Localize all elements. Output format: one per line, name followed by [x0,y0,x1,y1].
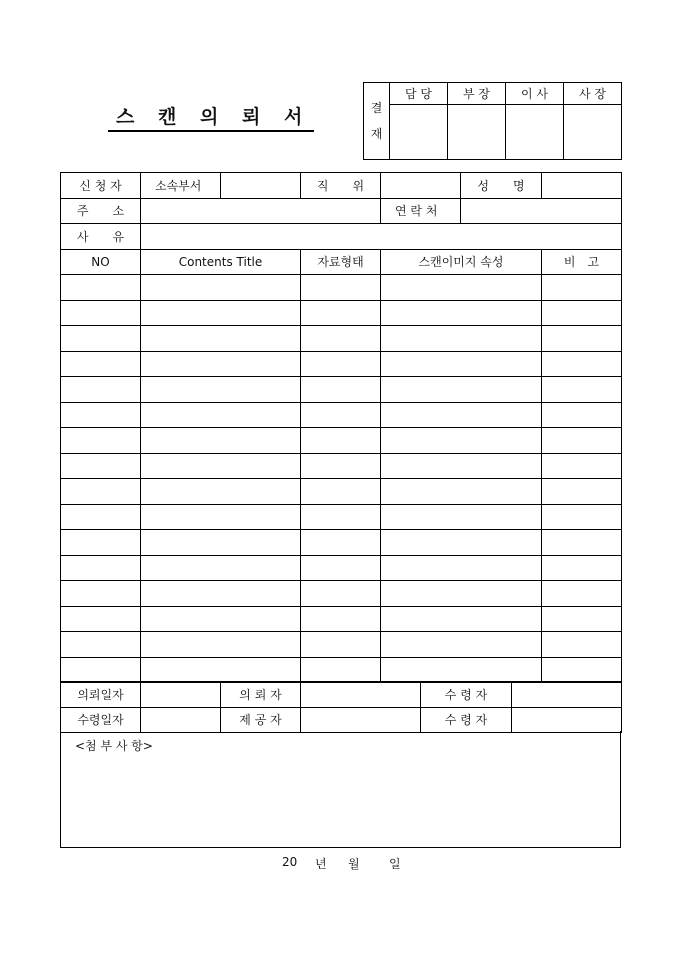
table-row [61,657,622,683]
col-header-material-type: 자료형태 [301,249,381,275]
approval-header-manager: 부 장 [448,83,506,105]
row-remarks-cell[interactable] [542,453,622,479]
row-no-cell[interactable] [61,632,141,658]
approval-label [364,83,390,160]
row-no-cell[interactable] [61,377,141,403]
data-rows [61,275,622,683]
row-remarks-cell[interactable] [542,326,622,352]
row-no-cell[interactable] [61,428,141,454]
row-scan-cell[interactable] [381,300,542,326]
row-type-cell[interactable] [301,453,381,479]
title-char: 뢰 [242,106,261,128]
title-char: 의 [200,106,219,128]
row-scan-cell[interactable] [381,402,542,428]
approval-label-bottom: 재 [370,127,383,141]
table-row [61,300,622,326]
date-month-suffix: 월 [348,857,360,871]
approval-header-president: 사 장 [564,83,622,105]
row-title-cell[interactable] [141,377,301,403]
footer-table [60,681,622,733]
row-scan-cell[interactable] [381,275,542,301]
row-remarks-cell[interactable] [542,581,622,607]
row-remarks-cell[interactable] [542,606,622,632]
row-no-cell[interactable] [61,555,141,581]
approval-header-staff: 담 당 [390,83,448,105]
position-label: 직 위 [301,173,381,199]
row-no-cell[interactable] [61,402,141,428]
row-title-cell[interactable] [141,606,301,632]
row-scan-cell[interactable] [381,632,542,658]
receive-date-field[interactable] [141,707,221,733]
row-type-cell[interactable] [301,402,381,428]
row-type-cell[interactable] [301,300,381,326]
approval-sign-staff[interactable] [390,105,448,160]
col-header-no: NO [61,249,141,275]
row-type-cell[interactable] [301,632,381,658]
row-type-cell[interactable] [301,530,381,556]
row-no-cell[interactable] [61,275,141,301]
name-field[interactable] [542,173,622,199]
position-field[interactable] [381,173,461,199]
table-row [61,530,622,556]
table-row [61,428,622,454]
approval-header-director: 이 사 [506,83,564,105]
contact-label: 연 락 처 [381,198,461,224]
requester-label: 의 뢰 자 [221,682,301,708]
row-scan-cell[interactable] [381,530,542,556]
row-scan-cell[interactable] [381,555,542,581]
row-remarks-cell[interactable] [542,300,622,326]
table-row [61,581,622,607]
row-title-cell[interactable] [141,402,301,428]
row-type-cell[interactable] [301,479,381,505]
row-title-cell[interactable] [141,351,301,377]
row-scan-cell[interactable] [381,326,542,352]
row-type-cell[interactable] [301,428,381,454]
request-date-label: 의뢰일자 [61,682,141,708]
approval-box [363,82,622,160]
row-no-cell[interactable] [61,326,141,352]
contact-field[interactable] [461,198,622,224]
title-char: 서 [284,106,303,128]
row-type-cell[interactable] [301,504,381,530]
table-row [61,453,622,479]
approval-sign-president[interactable] [564,105,622,160]
row-no-cell[interactable] [61,581,141,607]
table-row [61,351,622,377]
row-scan-cell[interactable] [381,479,542,505]
request-date-field[interactable] [141,682,221,708]
table-row [61,275,622,301]
row-no-cell[interactable] [61,479,141,505]
row-scan-cell[interactable] [381,453,542,479]
receiver-label-1: 수 령 자 [421,682,512,708]
row-remarks-cell[interactable] [542,632,622,658]
row-type-cell[interactable] [301,555,381,581]
row-title-cell[interactable] [141,275,301,301]
row-remarks-cell[interactable] [542,479,622,505]
row-scan-cell[interactable] [381,504,542,530]
row-scan-cell[interactable] [381,606,542,632]
row-title-cell[interactable] [141,479,301,505]
row-title-cell[interactable] [141,453,301,479]
row-no-cell[interactable] [61,530,141,556]
receive-date-label: 수령일자 [61,707,141,733]
row-scan-cell[interactable] [381,377,542,403]
table-row [61,504,622,530]
col-header-contents-title: Contents Title [141,249,301,275]
approval-sign-director[interactable] [506,105,564,160]
reason-label: 사 유 [61,224,141,250]
row-remarks-cell[interactable] [542,377,622,403]
col-header-scan-attributes: 스캔이미지 속성 [381,249,542,275]
row-no-cell[interactable] [61,453,141,479]
row-type-cell[interactable] [301,275,381,301]
table-row [61,479,622,505]
date-day-suffix: 일 [389,857,401,871]
request-table [60,172,622,683]
row-remarks-cell[interactable] [542,275,622,301]
row-title-cell[interactable] [141,300,301,326]
title-underline [108,130,314,132]
attachments-label: <첨 부 사 항> [75,739,153,753]
form-title [108,100,314,130]
dept-field[interactable] [221,173,301,199]
applicant-label: 신 청 자 [61,173,141,199]
table-row [61,377,622,403]
col-header-remarks: 비 고 [542,249,622,275]
row-no-cell[interactable] [61,300,141,326]
provider-field[interactable] [301,707,421,733]
row-type-cell[interactable] [301,377,381,403]
title-char: 캔 [158,106,177,128]
address-field[interactable] [141,198,381,224]
row-no-cell[interactable] [61,504,141,530]
row-title-cell[interactable] [141,657,301,683]
address-label: 주 소 [61,198,141,224]
dept-label: 소속부서 [141,173,221,199]
row-title-cell[interactable] [141,326,301,352]
row-no-cell[interactable] [61,657,141,683]
date-year-prefix: 20 [282,855,298,869]
row-remarks-cell[interactable] [542,657,622,683]
provider-label: 제 공 자 [221,707,301,733]
receiver-field-2[interactable] [512,707,622,733]
row-scan-cell[interactable] [381,351,542,377]
table-row [61,632,622,658]
row-title-cell[interactable] [141,632,301,658]
row-title-cell[interactable] [141,504,301,530]
table-row [61,326,622,352]
receiver-field-1[interactable] [512,682,622,708]
title-char: 스 [116,106,135,128]
approval-label-top: 결 [370,101,383,115]
row-type-cell[interactable] [301,326,381,352]
row-title-cell[interactable] [141,555,301,581]
row-remarks-cell[interactable] [542,428,622,454]
row-type-cell[interactable] [301,581,381,607]
row-remarks-cell[interactable] [542,351,622,377]
row-remarks-cell[interactable] [542,504,622,530]
row-scan-cell[interactable] [381,657,542,683]
row-remarks-cell[interactable] [542,402,622,428]
approval-sign-manager[interactable] [448,105,506,160]
attachments-box[interactable] [60,731,621,848]
row-no-cell[interactable] [61,606,141,632]
date-year-suffix: 년 [315,857,327,871]
row-type-cell[interactable] [301,606,381,632]
receiver-label-2: 수 령 자 [421,707,512,733]
row-title-cell[interactable] [141,428,301,454]
row-title-cell[interactable] [141,581,301,607]
row-title-cell[interactable] [141,530,301,556]
row-type-cell[interactable] [301,351,381,377]
table-row [61,555,622,581]
requester-field[interactable] [301,682,421,708]
row-remarks-cell[interactable] [542,555,622,581]
table-row [61,606,622,632]
row-type-cell[interactable] [301,657,381,683]
row-scan-cell[interactable] [381,581,542,607]
row-scan-cell[interactable] [381,428,542,454]
name-label: 성 명 [461,173,542,199]
row-no-cell[interactable] [61,351,141,377]
table-row [61,402,622,428]
row-remarks-cell[interactable] [542,530,622,556]
reason-field[interactable] [141,224,622,250]
